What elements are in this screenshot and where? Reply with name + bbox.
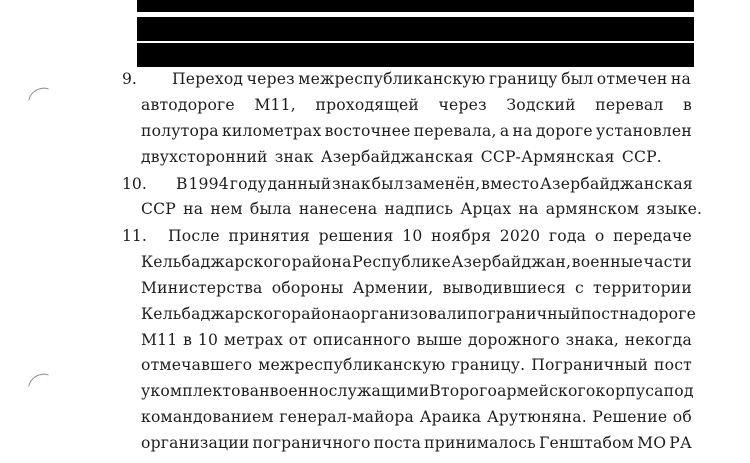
paragraph-line: командованием генерал-майора Араика Арутюняна. Решение об (141, 408, 692, 426)
paragraph-line: Министерства обороны Армении, выводившиеся с территории (141, 279, 692, 297)
paragraph-line: Кельбаджарского района Республике Азербайджан, военные части (141, 253, 692, 271)
paragraph-line: автодороге М11, проходящей через Зодский перевал в (141, 96, 692, 114)
paragraph-number: 11. (122, 227, 147, 245)
redaction-bar-1 (137, 0, 694, 12)
paragraph-line: В 1994 году данный знак был заменён, вместо Азербайджанская (176, 175, 693, 193)
paragraph-line: Переход через межреспубликанскую границу был отмечен на (172, 70, 691, 88)
redaction-bar-2 (137, 17, 694, 41)
paragraph-line: Кельбаджарского района организовали пограничный пост на дороге (141, 305, 697, 323)
paragraph-line: двухсторонний знак Азербайджанская ССР-Армянская ССР. (141, 148, 662, 166)
paragraph-line: ССР на нем была нанесена надпись Арцах на армянском языке. (141, 200, 703, 218)
paragraph-line: укомплектован военнослужащими Второго армейского корпуса под (141, 382, 694, 400)
paragraph-number: 9. (122, 70, 137, 88)
paragraph-line: отмечавшего межреспубликанскую границу. Пограничный пост (141, 356, 692, 374)
paragraph-line: После принятия решения 10 ноября 2020 года о передаче (168, 227, 692, 245)
paragraph-number: 10. (122, 175, 147, 193)
paragraph-line: М11 в 10 метрах от описанного выше дорожного знака, некогда (141, 331, 692, 349)
punch-hole-mark-bottom (28, 370, 49, 391)
punch-hole-mark-top (28, 84, 49, 105)
redaction-bar-3 (137, 43, 694, 67)
paragraph-line: полутора километрах восточнее перевала, а на дороге установлен (141, 122, 692, 140)
paragraph-line: организации пограничного поста принималось Генштабом МО РА (141, 434, 692, 452)
